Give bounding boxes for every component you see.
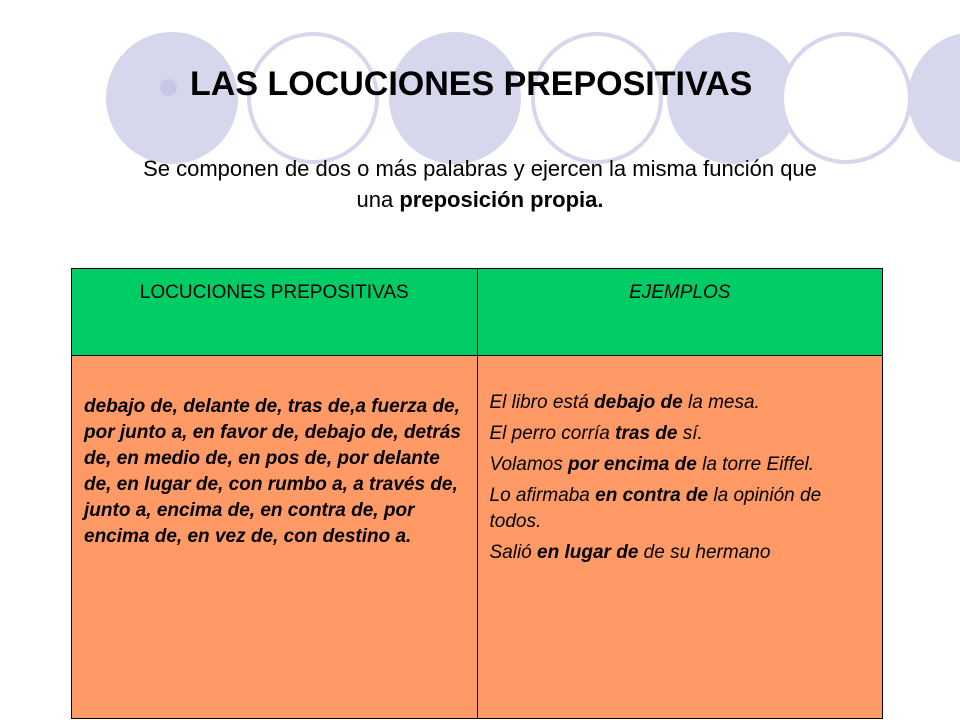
bullet-icon	[160, 79, 177, 96]
example-text: la mesa.	[682, 392, 760, 413]
decorative-circle	[780, 32, 912, 164]
decorative-circle	[908, 32, 960, 164]
example-text: El libro está	[489, 392, 595, 413]
table-header-row	[72, 269, 883, 356]
slide-subtitle	[40, 153, 920, 215]
example-text: la torre Eiffel.	[696, 454, 815, 475]
subtitle-line-2-bold: preposición propia.	[399, 187, 604, 212]
example-locucion: por encima de	[568, 454, 697, 475]
example-sentence	[490, 421, 875, 447]
example-locucion: tras de	[615, 423, 678, 444]
header-locuciones: LOCUCIONES PREPOSITIVAS	[72, 269, 478, 356]
example-sentence	[490, 540, 875, 566]
example-sentence	[490, 390, 875, 416]
locuciones-cell	[72, 356, 478, 719]
example-text: sí.	[677, 423, 703, 444]
example-text: la opinión de todos.	[489, 485, 822, 532]
example-locucion: en contra de	[595, 485, 709, 506]
example-text: Lo afirmaba	[489, 485, 596, 506]
table-body-row	[72, 356, 883, 719]
examples-cell	[477, 356, 883, 719]
example-text: Salió	[489, 542, 538, 563]
subtitle-line-1: Se componen de dos o más palabras y ejercen la misma función que	[143, 156, 817, 181]
header-ejemplos: EJEMPLOS	[477, 269, 883, 356]
locuciones-list: debajo de, delante de, tras de,a fuerza de, por junto a, en favor de, debajo de, detrás de, en medio de, en pos de, por delante de, en lugar de, con rumbo a, a través de, junto a, encima de, en contra de, por encima de, en vez de, con destino a	[84, 396, 461, 547]
example-sentence	[490, 483, 875, 535]
example-text: El perro corría	[489, 423, 616, 444]
locuciones-list-end: .	[406, 526, 412, 547]
subtitle-line-2-prefix: una	[356, 187, 400, 212]
example-text: Volamos	[489, 454, 568, 475]
slide-title: LAS LOCUCIONES PREPOSITIVAS	[190, 65, 753, 103]
example-sentence	[490, 452, 875, 478]
example-locucion: en lugar de	[537, 542, 639, 563]
example-locucion: debajo de	[594, 392, 683, 413]
example-text: de su hermano	[638, 542, 771, 563]
locuciones-table	[71, 268, 883, 719]
